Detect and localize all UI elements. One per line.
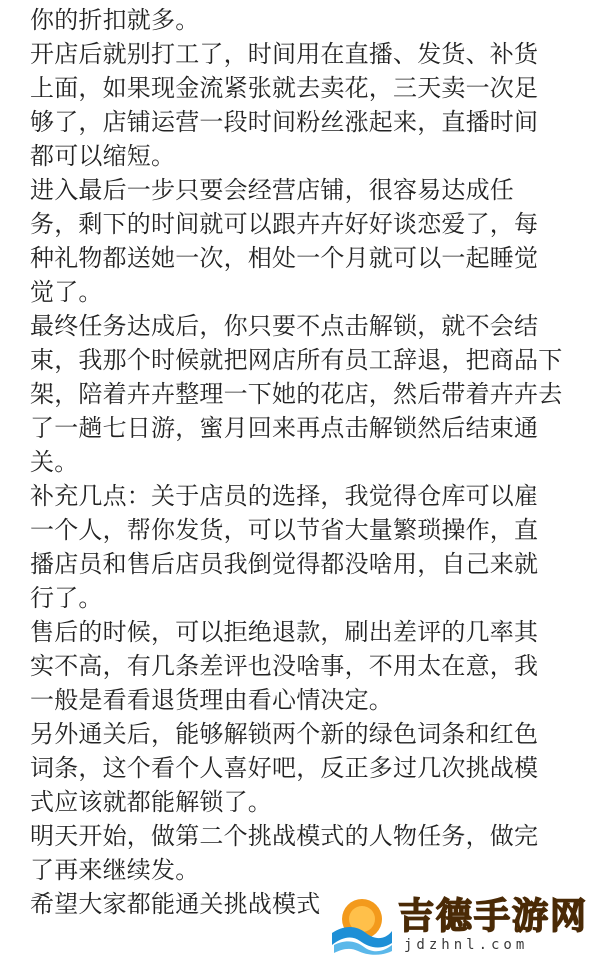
text-line: 架，陪着卉卉整理一下她的花店，然后带着卉卉去	[30, 380, 563, 408]
text-line: 种礼物都送她一次，相处一个月就可以一起睡觉	[30, 244, 539, 272]
text-line: 觉了。	[30, 278, 103, 306]
text-line: 希望大家都能通关挑战模式	[30, 890, 321, 918]
text-line: 进入最后一步只要会经营店铺，很容易达成任	[30, 176, 514, 204]
text-line: 开店后就别打工了，时间用在直播、发货、补货	[30, 40, 539, 68]
sun-wave-logo-icon	[330, 895, 394, 957]
watermark-url: jdzhnl.com	[404, 937, 529, 953]
text-line: 一个人，帮你发货，可以节省大量繁琐操作，直	[30, 516, 539, 544]
text-line: 上面，如果现金流紧张就去卖花，三天卖一次足	[30, 74, 539, 102]
text-line: 关。	[30, 448, 79, 476]
text-line: 另外通关后，能够解锁两个新的绿色词条和红色	[30, 720, 539, 748]
text-line: 了一趟七日游，蜜月回来再点击解锁然后结束通	[30, 414, 539, 442]
site-watermark	[330, 895, 596, 957]
watermark-title: 吉德手游网	[398, 896, 589, 937]
text-line: 明天开始，做第二个挑战模式的人物任务，做完	[30, 822, 539, 850]
text-line: 最终任务达成后，你只要不点击解锁，就不会结	[30, 312, 539, 340]
text-line: 束，我那个时候就把网店所有员工辞退，把商品下	[30, 346, 563, 374]
text-line: 一般是看看退货理由看心情决定。	[30, 686, 393, 714]
text-line: 播店员和售后店员我倒觉得都没啥用，自己来就	[30, 550, 539, 578]
text-line: 你的折扣就多。	[30, 6, 200, 34]
text-line: 行了。	[30, 584, 103, 612]
text-line: 词条，这个看个人喜好吧，反正多过几次挑战模	[30, 754, 539, 782]
article-body	[30, 3, 586, 921]
text-line: 了再来继续发。	[30, 856, 200, 884]
text-line: 式应该就都能解锁了。	[30, 788, 272, 816]
text-line: 务，剩下的时间就可以跟卉卉好好谈恋爱了，每	[30, 210, 539, 238]
text-line: 售后的时候，可以拒绝退款，刷出差评的几率其	[30, 618, 539, 646]
text-line: 补充几点：关于店员的选择，我觉得仓库可以雇	[30, 482, 539, 510]
text-line: 实不高，有几条差评也没啥事，不用太在意，我	[30, 652, 539, 680]
text-line: 够了，店铺运营一段时间粉丝涨起来，直播时间	[30, 108, 539, 136]
text-line: 都可以缩短。	[30, 142, 176, 170]
